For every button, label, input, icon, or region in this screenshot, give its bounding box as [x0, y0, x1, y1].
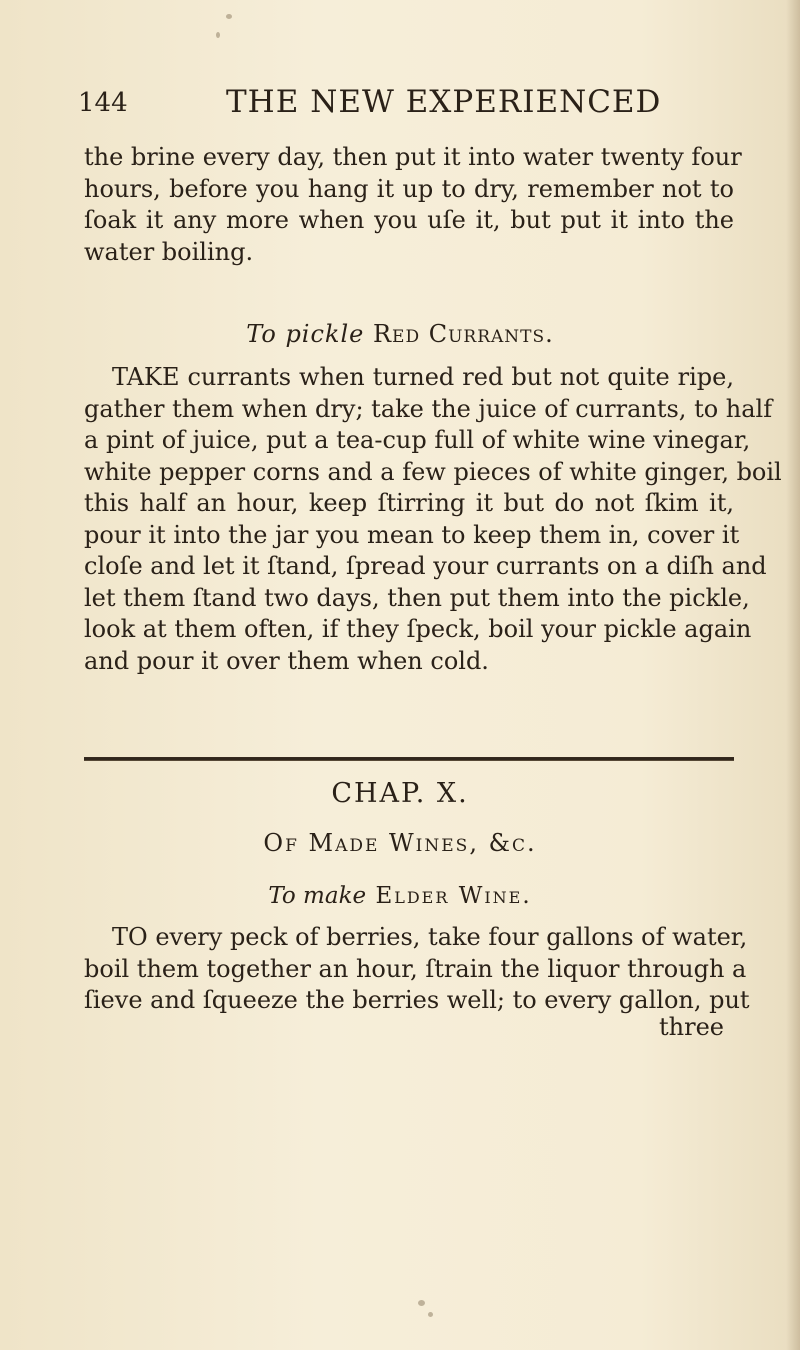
text-line: look at them often, if they ſpeck, boil your pickle again — [84, 615, 752, 643]
chapter-title: CHAP. X. — [331, 778, 469, 809]
page-number: 144 — [78, 88, 128, 118]
recipe-heading-red-currants — [0, 320, 800, 348]
text-line: this half an hour, keep ſtirring it but do not ſkim it, — [84, 489, 734, 517]
text-line: a pint of juice, put a tea-cup full of white wine vinegar, — [84, 426, 751, 454]
text-line: TAKE currants when turned red but not quite ripe, — [112, 363, 734, 391]
text-line: gather them when dry; take the juice of currants, to half — [84, 394, 773, 423]
running-head: THE NEW EXPERIENCED — [226, 84, 662, 120]
text-line: cloſe and let it ſtand, ſpread your currants on a diſh and — [84, 552, 767, 580]
heading-italic: To pickle — [246, 320, 365, 348]
elder-paragraph — [84, 922, 750, 1017]
catchword: three — [659, 1013, 724, 1041]
page-header — [78, 84, 738, 124]
text-line: pour it into the jar you mean to keep them in, cover it — [84, 520, 740, 549]
ink-blemish — [226, 14, 232, 19]
text-line: ſieve and ſqueeze the berries well; to every gallon, put — [84, 986, 750, 1014]
recipe-heading-elder-wine — [0, 883, 800, 909]
brine-paragraph — [84, 142, 742, 268]
text-line: TO every peck of berries, take four gallons of water, — [112, 923, 748, 951]
ink-blemish — [216, 32, 220, 38]
text-line: the brine every day, then put it into water twenty four — [84, 143, 742, 171]
chapter-divider-rule — [84, 757, 734, 761]
currants-paragraph — [84, 362, 782, 677]
heading-small-caps: Elder Wine. — [375, 883, 532, 909]
text-line: water boiling. — [84, 237, 254, 266]
text-line: boil them together an hour, ſtrain the liquor through a — [84, 954, 747, 983]
text-line: white pepper corns and a few pieces of white ginger, boil — [84, 457, 782, 486]
ink-blemish — [418, 1300, 425, 1306]
text-line: ſoak it any more when you uſe it, but put it into the — [84, 206, 734, 234]
text-line: hours, before you hang it up to dry, remember not to — [84, 174, 734, 203]
text-line: let them ſtand two days, then put them into the pickle, — [84, 583, 750, 612]
heading-italic: To make — [268, 883, 367, 909]
ink-blemish — [428, 1312, 433, 1317]
text-line: and pour it over them when cold. — [84, 646, 489, 675]
section-title: Of Made Wines, &c. — [263, 829, 537, 857]
page-edge-shadow — [786, 0, 800, 1350]
heading-small-caps: Red Currants. — [372, 320, 554, 348]
